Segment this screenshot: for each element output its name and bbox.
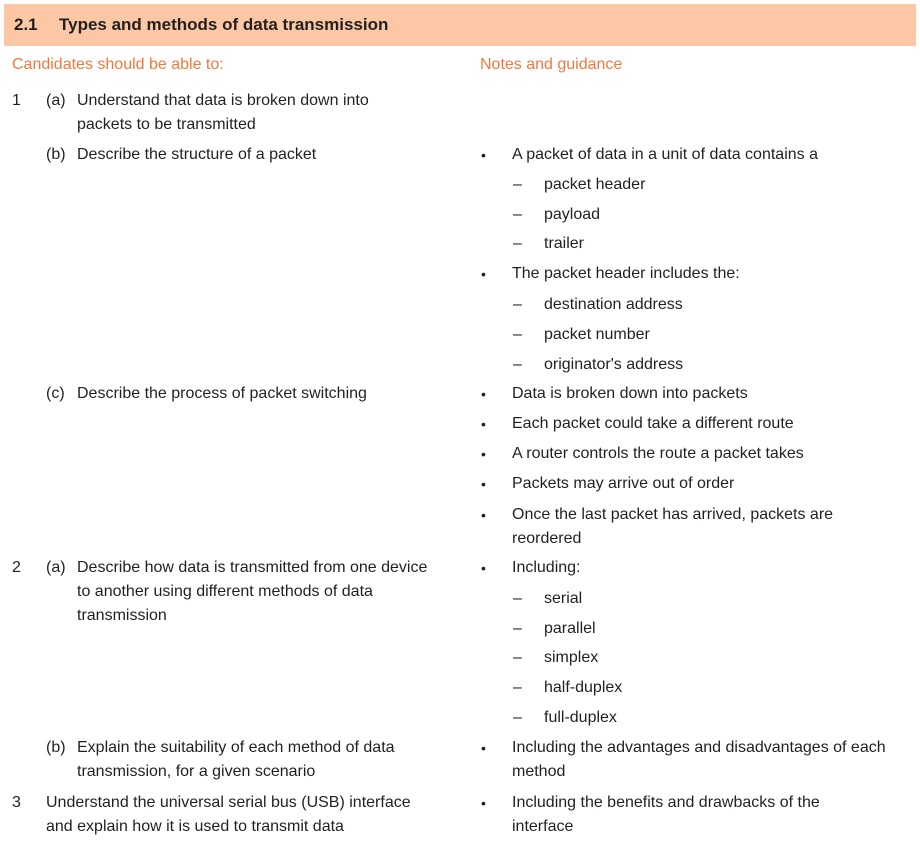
note-header-part: destination address bbox=[544, 296, 683, 313]
dash: – bbox=[513, 326, 522, 343]
bullet-dot: • bbox=[481, 507, 486, 523]
note-packet-contains: A packet of data in a unit of data contains a bbox=[512, 146, 818, 163]
objective-1c-text: Describe the process of packet switching bbox=[77, 385, 367, 402]
note-switching: Data is broken down into packets bbox=[512, 385, 748, 402]
note-packet-part: payload bbox=[544, 206, 601, 223]
note-header-part: packet number bbox=[544, 326, 650, 343]
note-suitability: Including the advantages and disadvantages of each method bbox=[512, 739, 886, 780]
bullet-dot: • bbox=[481, 560, 486, 576]
section-title: Types and methods of data transmission bbox=[59, 15, 389, 34]
bullet-dot: • bbox=[481, 795, 486, 811]
note-method: parallel bbox=[544, 620, 596, 637]
dash: – bbox=[513, 679, 522, 696]
note-method: simplex bbox=[544, 649, 599, 666]
left-column-header: Candidates should be able to: bbox=[12, 56, 224, 73]
objective-2a-letter: (a) bbox=[46, 559, 66, 576]
right-column-header: Notes and guidance bbox=[480, 56, 623, 73]
note-header-part: originator's address bbox=[544, 356, 684, 373]
objective-1a-text: Understand that data is broken down into packets to be transmitted bbox=[77, 92, 369, 133]
bullet-dot: • bbox=[481, 446, 486, 462]
objective-number-1: 1 bbox=[12, 92, 21, 109]
note-switching: A router controls the route a packet takes bbox=[512, 445, 804, 462]
bullet-dot: • bbox=[481, 476, 486, 492]
note-switching: Once the last packet has arrived, packets are reordered bbox=[512, 506, 834, 547]
dash: – bbox=[513, 235, 522, 252]
note-packet-part: packet header bbox=[544, 176, 646, 193]
objective-1a-letter: (a) bbox=[46, 92, 66, 109]
dash: – bbox=[513, 206, 522, 223]
section-number: 2.1 bbox=[14, 15, 38, 34]
objective-1c-letter: (c) bbox=[46, 385, 65, 402]
objective-3-text: Understand the universal serial bus (USB) interface and explain how it is used to transmit data bbox=[46, 794, 411, 835]
dash: – bbox=[513, 709, 522, 726]
dash: – bbox=[513, 356, 522, 373]
objective-1b-letter: (b) bbox=[46, 146, 66, 163]
bullet-dot: • bbox=[481, 740, 486, 756]
note-method: full-duplex bbox=[544, 709, 617, 726]
note-switching: Packets may arrive out of order bbox=[512, 475, 735, 492]
objective-1b-text: Describe the structure of a packet bbox=[77, 146, 317, 163]
section-banner bbox=[4, 4, 916, 46]
objective-2b-text: Explain the suitability of each method of data transmission, for a given scenario bbox=[77, 739, 395, 780]
note-usb: Including the benefits and drawbacks of the interface bbox=[512, 794, 820, 835]
note-header-includes: The packet header includes the: bbox=[512, 265, 740, 282]
dash: – bbox=[513, 649, 522, 666]
objective-number-3: 3 bbox=[12, 794, 21, 811]
dash: – bbox=[513, 620, 522, 637]
note-including: Including: bbox=[512, 559, 581, 576]
bullet-dot: • bbox=[481, 416, 486, 432]
bullet-dot: • bbox=[481, 147, 486, 163]
note-method: serial bbox=[544, 590, 583, 607]
objective-2b-letter: (b) bbox=[46, 739, 66, 756]
dash: – bbox=[513, 176, 522, 193]
objective-number-2: 2 bbox=[12, 559, 21, 576]
bullet-dot: • bbox=[481, 386, 486, 402]
objective-2a-text: Describe how data is transmitted from one device to another using different methods of data transmission bbox=[77, 559, 428, 624]
note-method: half-duplex bbox=[544, 679, 623, 696]
bullet-dot: • bbox=[481, 266, 486, 282]
dash: – bbox=[513, 296, 522, 313]
note-switching: Each packet could take a different route bbox=[512, 415, 794, 432]
note-packet-part: trailer bbox=[544, 235, 585, 252]
dash: – bbox=[513, 590, 522, 607]
